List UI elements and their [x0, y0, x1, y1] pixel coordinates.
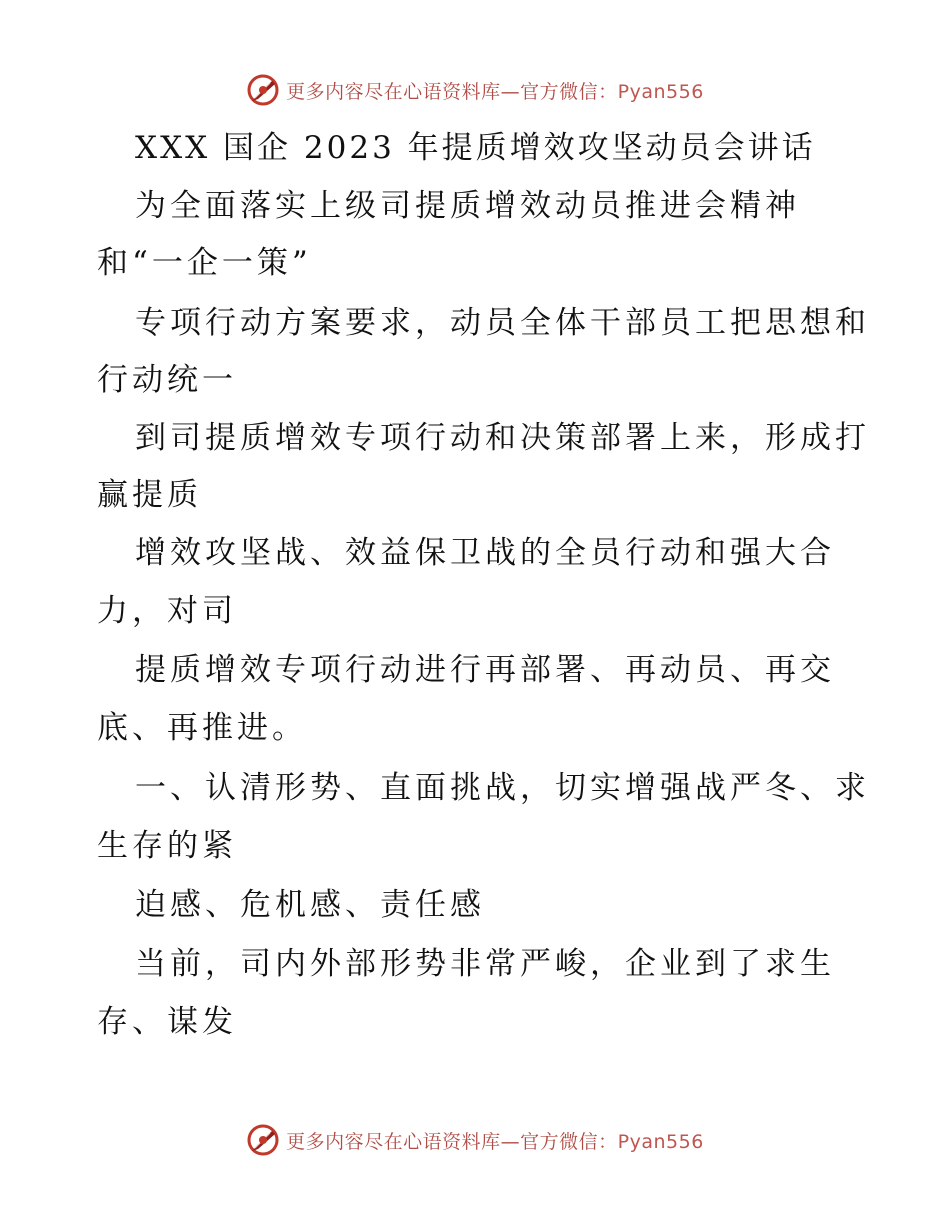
paragraph-line: 底、再推进。 — [97, 710, 307, 746]
section-heading: 一、认清形势、直面挑战，切实增强战严冬、求 — [135, 770, 870, 806]
quill-logo-icon — [246, 73, 280, 107]
paragraph-line: 专项行动方案要求，动员全体干部员工把思想和 — [135, 305, 870, 341]
paragraph-line: 行动统一 — [97, 362, 237, 398]
paragraph-line: 提质增效专项行动进行再部署、再动员、再交 — [135, 652, 835, 688]
footer-banner — [0, 1120, 950, 1160]
paragraph-line: 为全面落实上级司提质增效动员推进会精神 — [135, 188, 800, 224]
paragraph-line: 存、谋发 — [97, 1004, 237, 1040]
section-heading-continued: 生存的紧 — [97, 828, 237, 864]
paragraph-line: 当前，司内外部形势非常严峻，企业到了求生 — [135, 946, 835, 982]
wechat-handle: Pyan556 — [617, 80, 704, 103]
paragraph-line: 赢提质 — [97, 477, 202, 513]
paragraph-line: 增效攻坚战、效益保卫战的全员行动和强大合 — [135, 535, 835, 571]
section-heading-continued: 迫感、危机感、责任感 — [135, 887, 485, 923]
banner-text: 更多内容尽在心语资料库—官方微信：Pyan556 — [286, 80, 704, 103]
paragraph-line: 到司提质增效专项行动和决策部署上来，形成打 — [135, 420, 870, 456]
paragraph-line: 和“一企一策” — [97, 245, 312, 281]
wechat-handle: Pyan556 — [617, 1130, 704, 1153]
paragraph-line: 力，对司 — [97, 593, 237, 629]
header-banner — [0, 70, 950, 110]
quill-logo-icon — [246, 1123, 280, 1157]
document-title: XXX 国企 2023 年提质增效攻坚动员会讲话 — [135, 130, 816, 166]
banner-text: 更多内容尽在心语资料库—官方微信：Pyan556 — [286, 1130, 704, 1153]
